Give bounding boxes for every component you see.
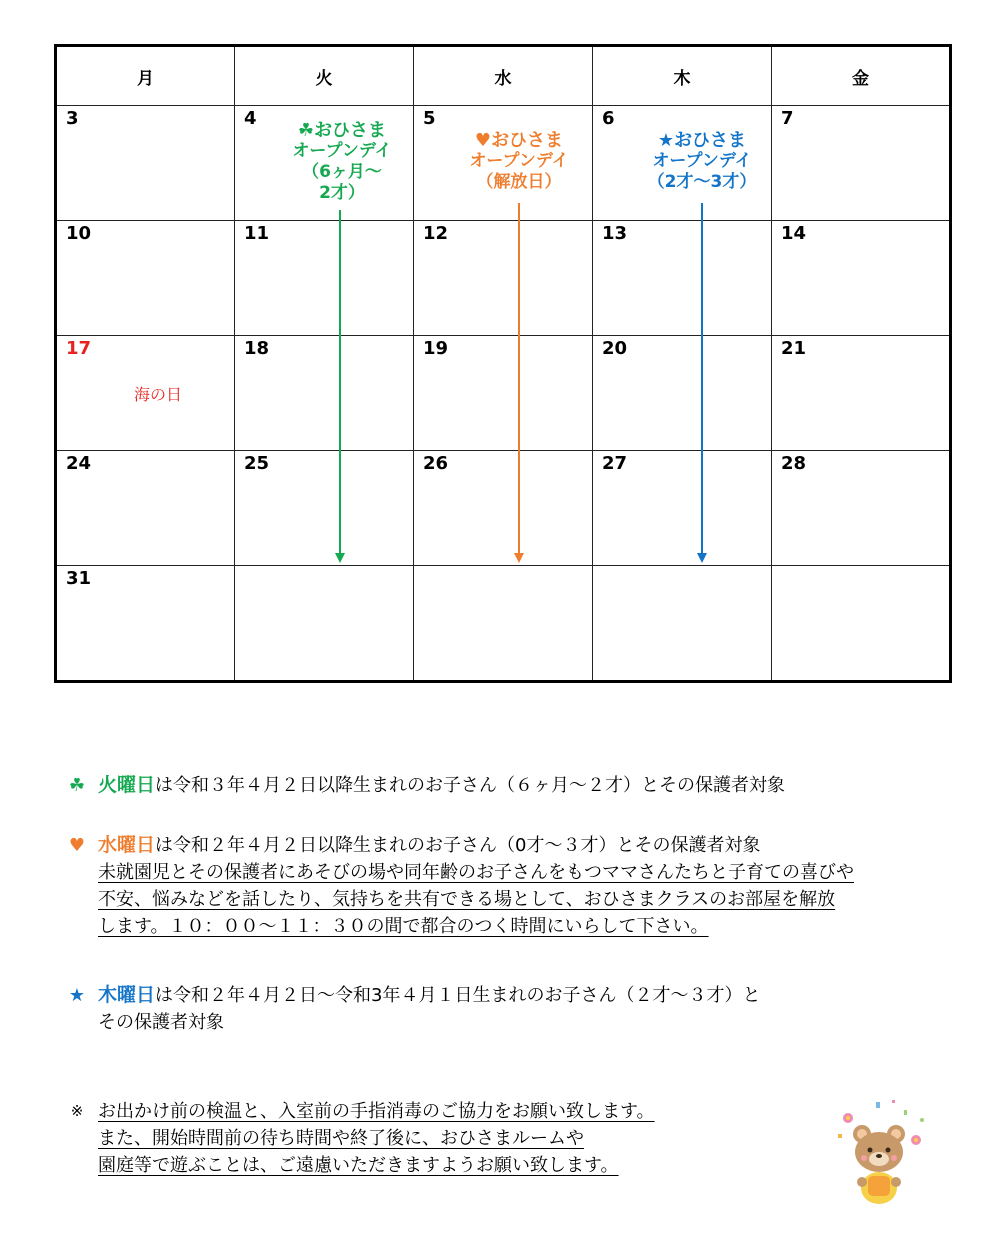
heart-icon: ♥: [474, 130, 492, 151]
day-number: 19: [423, 338, 449, 359]
calendar-day: [772, 451, 951, 566]
header-fri: 金: [772, 46, 951, 106]
day-number: 6: [602, 108, 615, 129]
day-number: 14: [781, 223, 807, 244]
calendar-week: [56, 451, 951, 566]
note-detail-line: します。１０：００～１１：３０の間で都合のつく時間にいらして下さい。: [98, 916, 709, 937]
wednesday-event-label: [458, 130, 580, 193]
day-number: 26: [423, 453, 449, 474]
day-number: 7: [781, 108, 794, 129]
clover-icon: ☘: [297, 120, 315, 141]
footer-line: 園庭等で遊ぶことは、ご遠慮いただきますようお願い致します。: [98, 1155, 619, 1176]
day-number: 3: [66, 108, 79, 129]
day-number: 31: [66, 568, 92, 589]
event-line: オープンデイ: [469, 151, 569, 171]
footer-line: また、開始時間前の待ち時間や終了後に、おひさまルームや: [98, 1128, 584, 1149]
day-number: 20: [602, 338, 628, 359]
day-number: 21: [781, 338, 807, 359]
event-line: 2才）: [319, 183, 365, 203]
header-tue: 火: [235, 46, 414, 106]
star-icon: ★: [68, 985, 86, 1006]
reference-mark: ※: [70, 1102, 84, 1120]
note-detail-line: 不安、悩みなどを話したり、気持ちを共有できる場として、おひさまクラスのお部屋を解放: [98, 889, 836, 910]
event-title: おひさま: [314, 120, 387, 141]
note-text: は令和２年４月２日以降生まれのお子さん（0才～３才）とその保護者対象: [155, 835, 761, 856]
header-thu: 木: [593, 46, 772, 106]
calendar-day: [235, 451, 414, 566]
note-detail-line: 未就園児とその保護者にあそびの場や同年齢のお子さんをもつママさんたちと子育ての喜びや: [98, 862, 854, 883]
calendar-day: [235, 221, 414, 336]
calendar-day: [772, 106, 951, 221]
calendar-day: [772, 336, 951, 451]
clover-icon: ☘: [68, 775, 86, 796]
calendar-day: [414, 336, 593, 451]
calendar-day: [772, 221, 951, 336]
footer-line: お出かけ前の検温と、入室前の手指消毒のご協力をお願い致します。: [98, 1101, 655, 1122]
day-number: [414, 566, 592, 568]
thursday-event-label: [636, 130, 768, 193]
holiday-label: 海の日: [134, 385, 183, 404]
calendar-day: [772, 566, 951, 682]
day-number: 24: [66, 453, 92, 474]
day-number: 4: [244, 108, 257, 129]
calendar-week: [56, 336, 951, 451]
day-number: 28: [781, 453, 807, 474]
calendar-day: [414, 221, 593, 336]
note-text-continued: その保護者対象: [98, 1012, 224, 1033]
calendar-day: [56, 221, 235, 336]
event-line: （6ヶ月～: [302, 162, 382, 182]
calendar-day: [414, 566, 593, 682]
calendar-day: [56, 451, 235, 566]
day-number: 25: [244, 453, 270, 474]
calendar-week: [56, 221, 951, 336]
day-number: [235, 566, 413, 568]
day-number: 27: [602, 453, 628, 474]
calendar-week: [56, 566, 951, 682]
day-number: 11: [244, 223, 270, 244]
day-number: 5: [423, 108, 436, 129]
heart-icon: ♥: [68, 835, 86, 856]
header-mon: 月: [56, 46, 235, 106]
calendar-day: [235, 336, 414, 451]
note-text: は令和２年４月２日～令和3年４月１日生まれのお子さん（２才～３才）と: [155, 985, 761, 1006]
event-title: おひさま: [491, 130, 564, 151]
calendar-day: [235, 566, 414, 682]
calendar-day: [56, 566, 235, 682]
day-number: 13: [602, 223, 628, 244]
note-keyword: 水曜日: [98, 834, 156, 856]
event-line: オープンデイ: [652, 151, 752, 171]
event-line: （2才～3才）: [647, 172, 757, 192]
calendar-day: [593, 336, 772, 451]
holiday-day-number: 17: [66, 338, 92, 359]
calendar-day: [593, 221, 772, 336]
event-title: おひさま: [674, 130, 747, 151]
event-line: （解放日）: [476, 172, 562, 192]
note-keyword: 火曜日: [98, 774, 156, 796]
calendar-day: [593, 451, 772, 566]
day-number: 10: [66, 223, 92, 244]
header-wed: 水: [414, 46, 593, 106]
day-number: 12: [423, 223, 449, 244]
day-number: [772, 566, 949, 568]
calendar-day: [414, 451, 593, 566]
bear-icon: [826, 1096, 930, 1206]
event-line: オープンデイ: [292, 141, 392, 161]
note-keyword: 木曜日: [98, 984, 156, 1006]
calendar-day: [56, 106, 235, 221]
calendar-header-row: [56, 46, 951, 106]
day-number: 18: [244, 338, 270, 359]
star-icon: ★: [657, 130, 675, 151]
note-text: は令和３年４月２日以降生まれのお子さん（６ヶ月～２才）とその保護者対象: [155, 775, 786, 796]
day-number: [593, 566, 771, 568]
tuesday-event-label: [283, 120, 401, 204]
calendar-day: [593, 566, 772, 682]
